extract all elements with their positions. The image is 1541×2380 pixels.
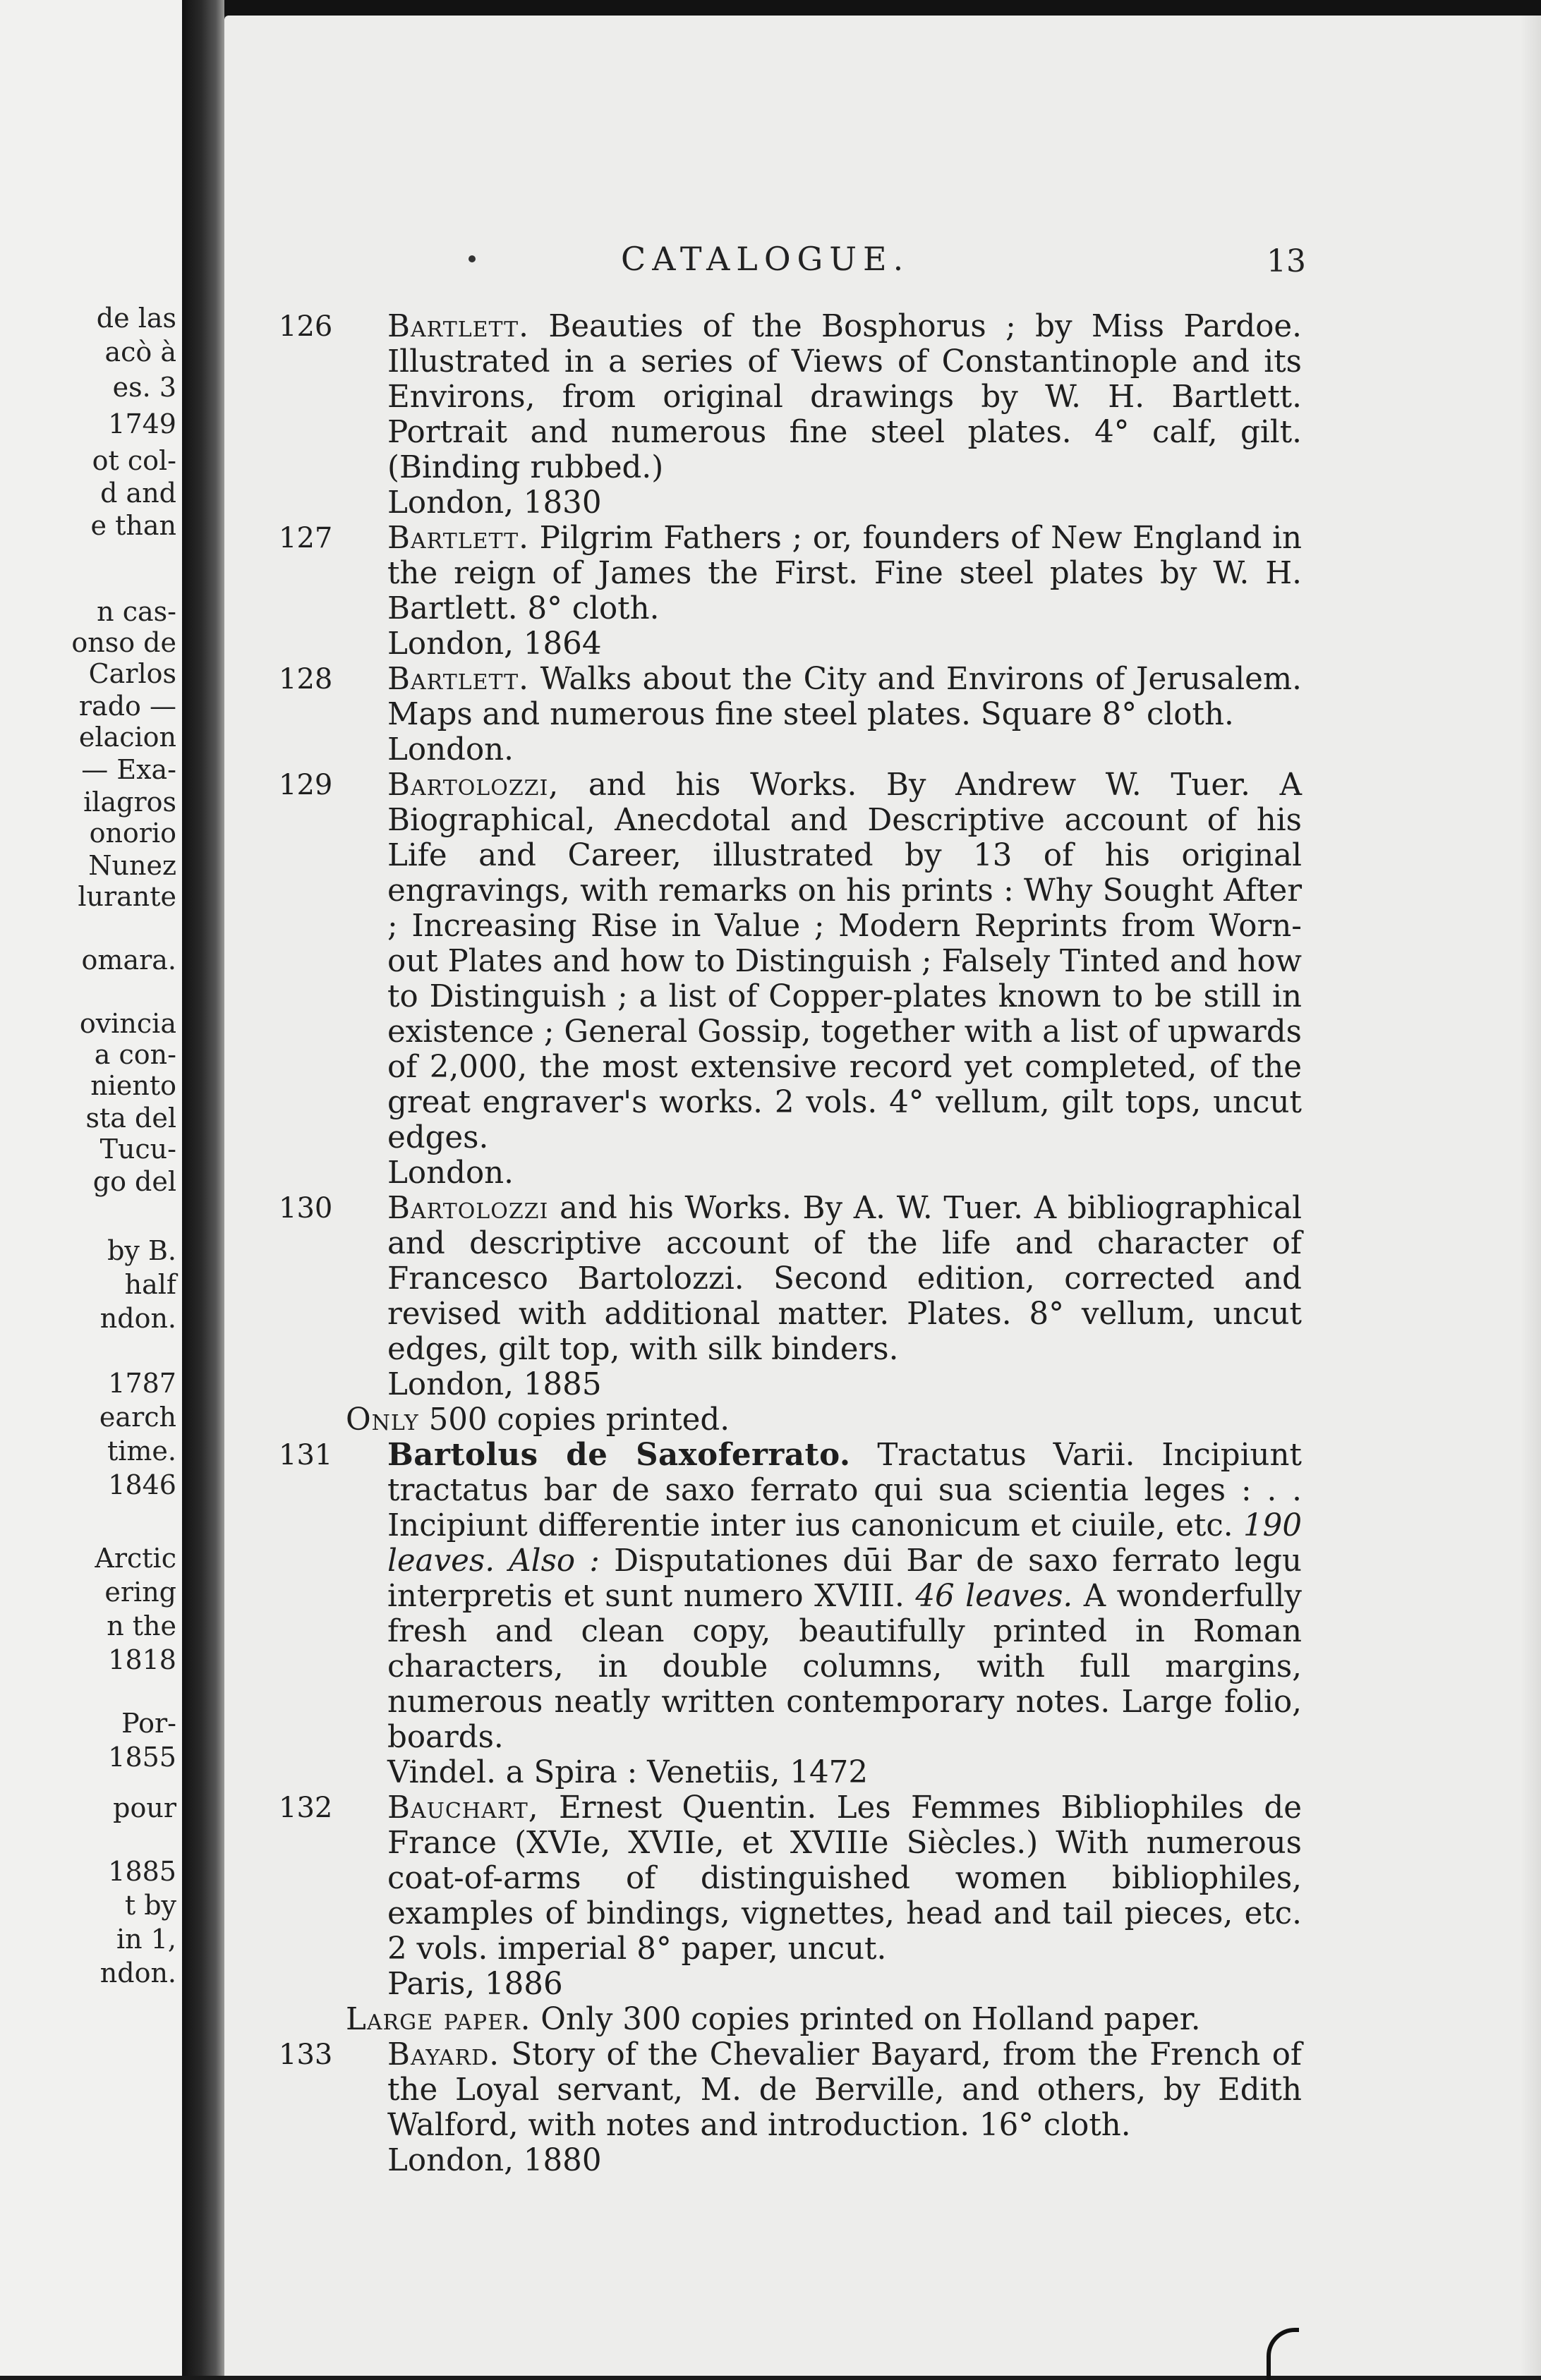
entry-leaves: 190 leaves.	[387, 1508, 1303, 1579]
page-shadow	[1520, 16, 1541, 2376]
catalogue-entry	[279, 2037, 1302, 2178]
page-title: CATALOGUE.	[621, 240, 910, 278]
adjacent-page-text-fragment: Nunez	[88, 850, 176, 881]
adjacent-page-text-fragment: n cas-	[97, 596, 176, 627]
catalogue-entry	[279, 1790, 1302, 2002]
entry-author: Bartolozzi	[387, 1191, 549, 1226]
page-number: 13	[1267, 243, 1306, 279]
entry-leaves-b: 46 leaves.	[915, 1579, 1073, 1614]
catalogue-entry	[279, 521, 1302, 662]
entry-description: Ernest Quentin. Les Femmes Bibliophiles de France (XVIe, XVIIe, et XVIIIe Siècles.) With numerous coat-of-arms of distinguished women bibliophiles, examples of bindings, vignettes, head and tail pieces, etc. 2 vols. imperial 8° paper, uncut.	[387, 1790, 1302, 1967]
entry-number: 126	[279, 310, 333, 343]
adjacent-page-text-fragment: omara.	[81, 945, 176, 976]
adjacent-page-text-fragment: 1846	[108, 1469, 176, 1500]
note-label: Large paper.	[346, 2002, 531, 2037]
adjacent-page-text-fragment: in 1,	[116, 1924, 176, 1955]
adjacent-page-text-fragment: by B.	[107, 1235, 176, 1266]
catalogue-entry	[279, 309, 1302, 521]
entry-imprint: Vindel. a Spira : Venetiis, 1472	[387, 1755, 869, 1790]
adjacent-page-text-fragment: ering	[104, 1577, 176, 1608]
note-text: 500 copies printed.	[428, 1402, 730, 1438]
adjacent-page-text-fragment: e than	[90, 510, 176, 541]
adjacent-page-text-fragment: lurante	[78, 881, 176, 912]
entry-description: Walks about the City and Environs of Jerusalem. Maps and numerous fine steel plates. Square 8° cloth.	[387, 662, 1302, 732]
entry-number: 128	[279, 663, 333, 696]
adjacent-page-text-fragment: 1787	[108, 1368, 176, 1399]
adjacent-page-text-fragment: — Exa-	[81, 754, 176, 785]
adjacent-page-text-fragment: ot col-	[92, 445, 176, 476]
adjacent-page-text-fragment: t by	[124, 1890, 176, 1921]
entry-imprint: Paris, 1886	[387, 1967, 563, 2002]
catalogue-entry	[279, 767, 1302, 1191]
entry-author: Bauchart,	[387, 1790, 539, 1826]
catalogue-entries	[279, 309, 1302, 2178]
adjacent-page-text-fragment: earch	[99, 1402, 176, 1433]
entry-number: 133	[279, 2039, 333, 2071]
adjacent-page-text-fragment: half	[124, 1269, 176, 1300]
catalogue-entry	[279, 1191, 1302, 1402]
adjacent-page-text-fragment: Por-	[121, 1708, 176, 1739]
entry-author: Bartlett.	[387, 521, 529, 556]
entry-imprint: London.	[387, 1155, 514, 1191]
entry-also-label: Also :	[509, 1543, 600, 1579]
adjacent-page-text-fragment: ovincia	[79, 1008, 176, 1039]
header-dot	[469, 255, 476, 262]
entry-author: Bartlett.	[387, 662, 529, 697]
adjacent-page-fragment	[0, 0, 182, 2376]
entry-author: Bayard.	[387, 2037, 500, 2072]
entry-note	[279, 2002, 1302, 2037]
adjacent-page-text-fragment: onso de	[71, 627, 176, 658]
adjacent-page-text-fragment: Tucu-	[99, 1134, 176, 1165]
adjacent-page-text-fragment: ndon.	[99, 1957, 176, 1989]
catalogue-entry	[279, 1438, 1302, 1790]
adjacent-page-text-fragment: a con-	[94, 1039, 176, 1070]
adjacent-page-text-fragment: acò à	[104, 336, 176, 368]
adjacent-page-text-fragment: ilagros	[83, 787, 176, 818]
adjacent-page-text-fragment: de las	[96, 303, 176, 334]
entry-number: 131	[279, 1439, 333, 1471]
adjacent-page-text-fragment: go del	[92, 1166, 176, 1197]
adjacent-page-text-fragment: es. 3	[112, 372, 176, 403]
adjacent-page-text-fragment: 1855	[108, 1742, 176, 1773]
entry-author-gothic: Bartolus de Saxoferrato.	[387, 1437, 851, 1473]
adjacent-page-text-fragment: time.	[107, 1435, 176, 1467]
entry-imprint: London, 1830	[387, 485, 602, 521]
entry-number: 127	[279, 522, 333, 554]
adjacent-page-text-fragment: 1818	[108, 1644, 176, 1675]
entry-description: and his Works. By Andrew W. Tuer. A Biographical, Anecdotal and Descriptive account of his Life and Career, illustrated by 13 of his original engravings, with remarks on his prints : Why Sought After ; Increasing Rise in Value ; Modern Reprints from Worn-out Plates and how to Distinguish ; Falsely Tinted and how to Distinguish ; a list of Copper-plates known to be still in existence ; General Gossip, together with a list of upwards of 2,000, the most extensive record yet completed, of the great engraver's works. 2 vols. 4° vellum, gilt tops, uncut edges.	[387, 767, 1302, 1155]
entry-note	[279, 1402, 1302, 1438]
catalogue-entry	[279, 662, 1302, 767]
entry-description-b: Disputationes dūi Bar de saxo ferrato legu interpretis et sunt numero XVIII.	[387, 1543, 1303, 1614]
book-gutter	[182, 0, 224, 2376]
adjacent-page-text-fragment: 1749	[108, 408, 176, 439]
adjacent-page-text-fragment: 1885	[108, 1856, 176, 1887]
entry-author: Bartolozzi,	[387, 767, 560, 803]
entry-imprint: London, 1864	[387, 626, 602, 662]
entry-imprint: London.	[387, 732, 514, 767]
adjacent-page-text-fragment: niento	[90, 1070, 176, 1101]
entry-imprint: London, 1885	[387, 1367, 602, 1402]
adjacent-page-text-fragment: rado —	[78, 691, 176, 722]
entry-imprint: London, 1880	[387, 2143, 602, 2178]
entry-description: Story of the Chevalier Bayard, from the French of the Loyal servant, M. de Berville, and others, by Edith Walford, with notes and introduction. 16° cloth.	[387, 2037, 1303, 2143]
entry-description: and his Works. By A. W. Tuer. A bibliographical and descriptive account of the life and character of Francesco Bartolozzi. Second edition, corrected and revised with additional matter. Plates. 8° vellum, uncut edges, gilt top, with silk binders.	[387, 1191, 1303, 1367]
entry-description: Beauties of the Bosphorus ; by Miss Pardoe. Illustrated in a series of Views of Constantinople and its Environs, from original drawings by W. H. Bartlett. Portrait and numerous fine steel plates. 4° calf, gilt. (Binding rubbed.)	[387, 309, 1303, 485]
adjacent-page-text-fragment: Carlos	[88, 658, 176, 689]
adjacent-page-text-fragment: sta del	[85, 1103, 176, 1134]
entry-description: Tractatus Varii. Incipiunt tractatus bar de saxo ferrato qui sua scientia leges : . . Incipiunt differentie inter ius canonicum et ciuile, etc.	[387, 1438, 1303, 1543]
entry-number: 129	[279, 769, 333, 801]
note-label: Only	[346, 1402, 419, 1438]
adjacent-page-text-fragment: pour	[113, 1792, 176, 1823]
adjacent-page-text-fragment: elacion	[78, 722, 176, 753]
page-top-edge	[182, 0, 1541, 16]
entry-number: 130	[279, 1192, 333, 1225]
entry-description-c: A wonderfully fresh and clean copy, beautifully printed in Roman characters, in double columns, with full margins, numerous neatly written contemporary notes. Large folio, boards.	[387, 1579, 1302, 1755]
adjacent-page-text-fragment: Arctic	[95, 1543, 176, 1574]
adjacent-page-text-fragment: onorio	[89, 818, 176, 849]
entry-description: Pilgrim Fathers ; or, founders of New England in the reign of James the First. Fine steel plates by W. H. Bartlett. 8° cloth.	[387, 521, 1303, 626]
adjacent-page-text-fragment: n the	[107, 1610, 176, 1641]
entry-number: 132	[279, 1792, 333, 1824]
adjacent-page-text-fragment: d and	[100, 478, 176, 509]
adjacent-page-text-fragment: ndon.	[99, 1303, 176, 1334]
entry-author: Bartlett.	[387, 309, 529, 344]
note-text: Only 300 copies printed on Holland paper.	[540, 2002, 1201, 2037]
